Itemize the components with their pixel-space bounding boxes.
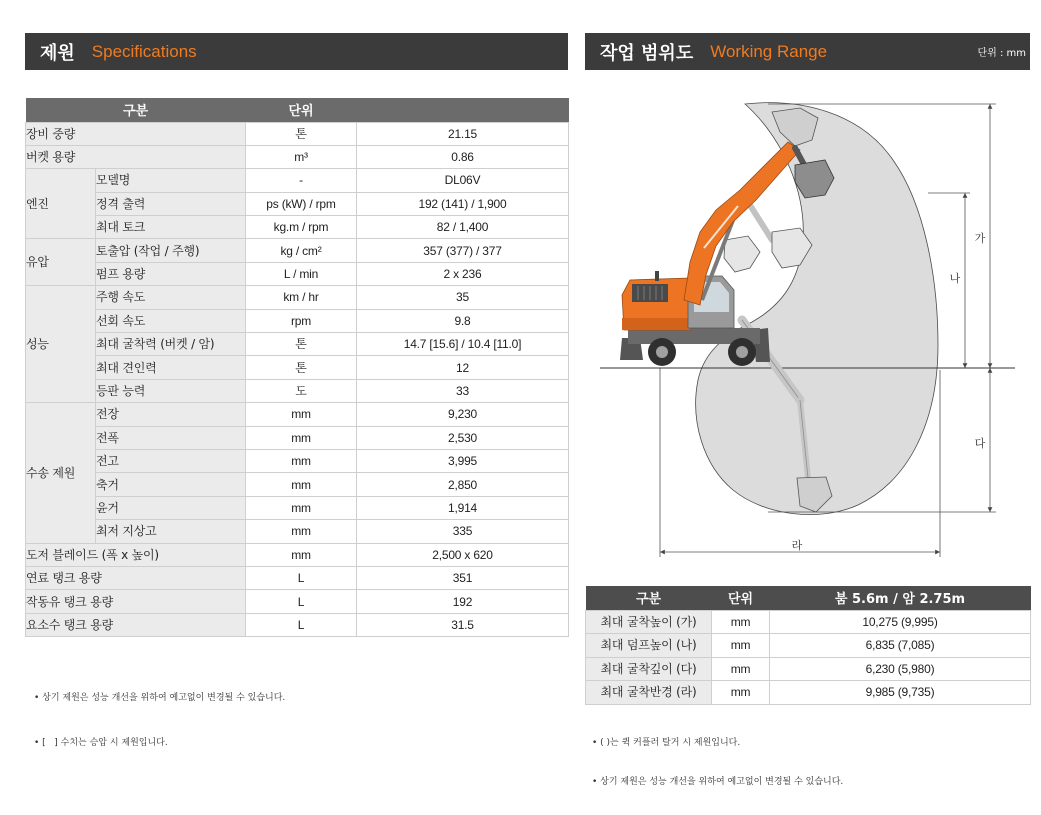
spec-label: 정격 출력 xyxy=(96,192,246,215)
spec-unit: L / min xyxy=(246,262,357,285)
spec-value: 192 xyxy=(357,590,569,613)
table-row xyxy=(26,566,569,589)
working-range-title-korean: 작업 범위도 xyxy=(600,42,694,64)
spec-unit: L xyxy=(246,590,357,613)
spec-value: 9.8 xyxy=(357,309,569,332)
spec-value: 351 xyxy=(357,566,569,589)
footnote: • 상기 제원은 성능 개선을 위하여 예고없이 변경될 수 있습니다. xyxy=(34,693,286,703)
label-na: 나 xyxy=(949,272,961,285)
table-row xyxy=(26,449,569,472)
table-row xyxy=(26,426,569,449)
spec-unit: km / hr xyxy=(246,286,357,309)
ghost-bucket xyxy=(724,236,760,272)
table-row xyxy=(26,403,569,426)
spec-unit: 도 xyxy=(246,379,357,402)
spec-table-header-row xyxy=(26,98,569,122)
table-row xyxy=(26,145,569,168)
spec-label: 작동유 탱크 용량 xyxy=(26,590,246,613)
spec-label: 전고 xyxy=(96,449,246,472)
spec-group-hydraulic: 유압 xyxy=(26,239,96,286)
spec-unit: mm xyxy=(246,543,357,566)
spec-value: 0.86 xyxy=(357,145,569,168)
label-da: 다 xyxy=(974,437,986,450)
table-row xyxy=(26,262,569,285)
spec-value: 2,850 xyxy=(357,473,569,496)
spec-label: 주행 속도 xyxy=(96,286,246,309)
spec-label: 최저 지상고 xyxy=(96,520,246,543)
column-header-value: 붐 5.6m / 암 2.75m xyxy=(770,586,1031,610)
column-header-unit: 단위 xyxy=(246,98,357,122)
spec-label: 최대 견인력 xyxy=(96,356,246,379)
column-header-value xyxy=(357,98,569,122)
spec-unit: L xyxy=(246,613,357,636)
spec-value: 21.15 xyxy=(357,122,569,145)
range-label: 최대 굴착반경 (라) xyxy=(586,681,712,705)
table-row xyxy=(26,379,569,402)
range-value: 9,985 (9,735) xyxy=(770,681,1031,705)
spec-unit: kg / cm² xyxy=(246,239,357,262)
spec-label: 전장 xyxy=(96,403,246,426)
table-row xyxy=(26,590,569,613)
range-label: 최대 덤프높이 (나) xyxy=(586,634,712,658)
spec-label: 버켓 용량 xyxy=(26,145,246,168)
table-row xyxy=(586,681,1031,705)
label-ga: 가 xyxy=(974,232,986,245)
range-label: 최대 굴착깊이 (다) xyxy=(586,657,712,681)
spec-value: 192 (141) / 1,900 xyxy=(357,192,569,215)
spec-value: DL06V xyxy=(357,169,569,192)
spec-value: 2 x 236 xyxy=(357,262,569,285)
spec-label: 등판 능력 xyxy=(96,379,246,402)
table-row xyxy=(26,122,569,145)
spec-label: 연료 탱크 용량 xyxy=(26,566,246,589)
range-unit: mm xyxy=(712,634,770,658)
spec-group-engine: 엔진 xyxy=(26,169,96,239)
spec-value: 31.5 xyxy=(357,613,569,636)
spec-unit: - xyxy=(246,169,357,192)
spec-label: 요소수 탱크 용량 xyxy=(26,613,246,636)
spec-value: 14.7 [15.6] / 10.4 [11.0] xyxy=(357,333,569,356)
range-table-header-row xyxy=(586,586,1031,610)
label-ra: 라 xyxy=(791,539,803,552)
column-header-category: 구분 xyxy=(26,98,246,122)
spec-label: 토출압 (작업 / 주행) xyxy=(96,239,246,262)
table-row xyxy=(26,473,569,496)
specifications-title-korean: 제원 xyxy=(40,42,75,64)
working-range-table xyxy=(585,586,1031,705)
spec-value: 2,530 xyxy=(357,426,569,449)
specifications-table xyxy=(25,98,569,637)
footnote: • [ ] 수치는 승압 시 제원입니다. xyxy=(34,738,168,748)
footnote: • 상기 제원은 성능 개선을 위하여 예고없이 변경될 수 있습니다. xyxy=(592,777,844,787)
table-row xyxy=(26,309,569,332)
range-unit: mm xyxy=(712,681,770,705)
footnote: • ( )는 퀵 커플러 탈거 시 제원입니다. xyxy=(592,738,741,748)
spec-value: 35 xyxy=(357,286,569,309)
spec-group-transport: 수송 제원 xyxy=(26,403,96,543)
table-row xyxy=(26,286,569,309)
spec-label: 최대 굴착력 (버켓 / 암) xyxy=(96,333,246,356)
spec-label: 윤거 xyxy=(96,496,246,519)
spec-value: 1,914 xyxy=(357,496,569,519)
spec-unit: L xyxy=(246,566,357,589)
range-unit: mm xyxy=(712,610,770,634)
working-range-notes xyxy=(592,711,843,815)
table-row xyxy=(26,333,569,356)
spec-unit: mm xyxy=(246,449,357,472)
spec-unit: 톤 xyxy=(246,333,357,356)
specifications-header-bar xyxy=(25,33,568,70)
spec-unit: rpm xyxy=(246,309,357,332)
spec-unit: 톤 xyxy=(246,122,357,145)
spec-label: 전폭 xyxy=(96,426,246,449)
spec-label: 축거 xyxy=(96,473,246,496)
range-unit: mm xyxy=(712,657,770,681)
working-range-diagram xyxy=(585,78,1030,562)
spec-label: 최대 토크 xyxy=(96,216,246,239)
spec-group-performance: 성능 xyxy=(26,286,96,403)
table-row xyxy=(586,610,1031,634)
table-row xyxy=(586,657,1031,681)
range-value: 6,230 (5,980) xyxy=(770,657,1031,681)
spec-label: 모델명 xyxy=(96,169,246,192)
table-row xyxy=(26,613,569,636)
spec-unit: mm xyxy=(246,473,357,496)
column-header-category: 구분 xyxy=(586,586,712,610)
spec-label: 도저 블레이드 (폭 x 높이) xyxy=(26,543,246,566)
counterweight xyxy=(622,318,690,330)
boom xyxy=(684,142,800,305)
spec-unit: kg.m / rpm xyxy=(246,216,357,239)
table-row xyxy=(26,520,569,543)
table-row xyxy=(26,216,569,239)
spec-value: 33 xyxy=(357,379,569,402)
table-row xyxy=(26,169,569,192)
range-value: 10,275 (9,995) xyxy=(770,610,1031,634)
spec-unit: mm xyxy=(246,496,357,519)
table-row xyxy=(26,496,569,519)
spec-label: 선회 속도 xyxy=(96,309,246,332)
spec-value: 2,500 x 620 xyxy=(357,543,569,566)
spec-unit: mm xyxy=(246,426,357,449)
spec-value: 3,995 xyxy=(357,449,569,472)
range-value: 6,835 (7,085) xyxy=(770,634,1031,658)
specifications-notes xyxy=(34,661,285,781)
spec-value: 357 (377) / 377 xyxy=(357,239,569,262)
spec-label: 장비 중량 xyxy=(26,122,246,145)
range-label: 최대 굴착높이 (가) xyxy=(586,610,712,634)
spec-unit: m³ xyxy=(246,145,357,168)
table-row xyxy=(586,634,1031,658)
spec-value: 82 / 1,400 xyxy=(357,216,569,239)
table-row xyxy=(26,543,569,566)
spec-value: 9,230 xyxy=(357,403,569,426)
working-range-title-english: Working Range xyxy=(710,41,828,61)
spec-value: 12 xyxy=(357,356,569,379)
spec-unit: ps (kW) / rpm xyxy=(246,192,357,215)
exhaust-pipe xyxy=(655,271,659,281)
unit-note: 단위 : mm xyxy=(977,48,1026,59)
table-row xyxy=(26,192,569,215)
spec-label: 펌프 용량 xyxy=(96,262,246,285)
specifications-title-english: Specifications xyxy=(91,41,197,61)
table-row xyxy=(26,356,569,379)
table-row xyxy=(26,239,569,262)
spec-unit: mm xyxy=(246,403,357,426)
spec-value: 335 xyxy=(357,520,569,543)
spec-unit: mm xyxy=(246,520,357,543)
column-header-unit: 단위 xyxy=(712,586,770,610)
working-range-header-bar xyxy=(585,33,1030,70)
spec-unit: 톤 xyxy=(246,356,357,379)
